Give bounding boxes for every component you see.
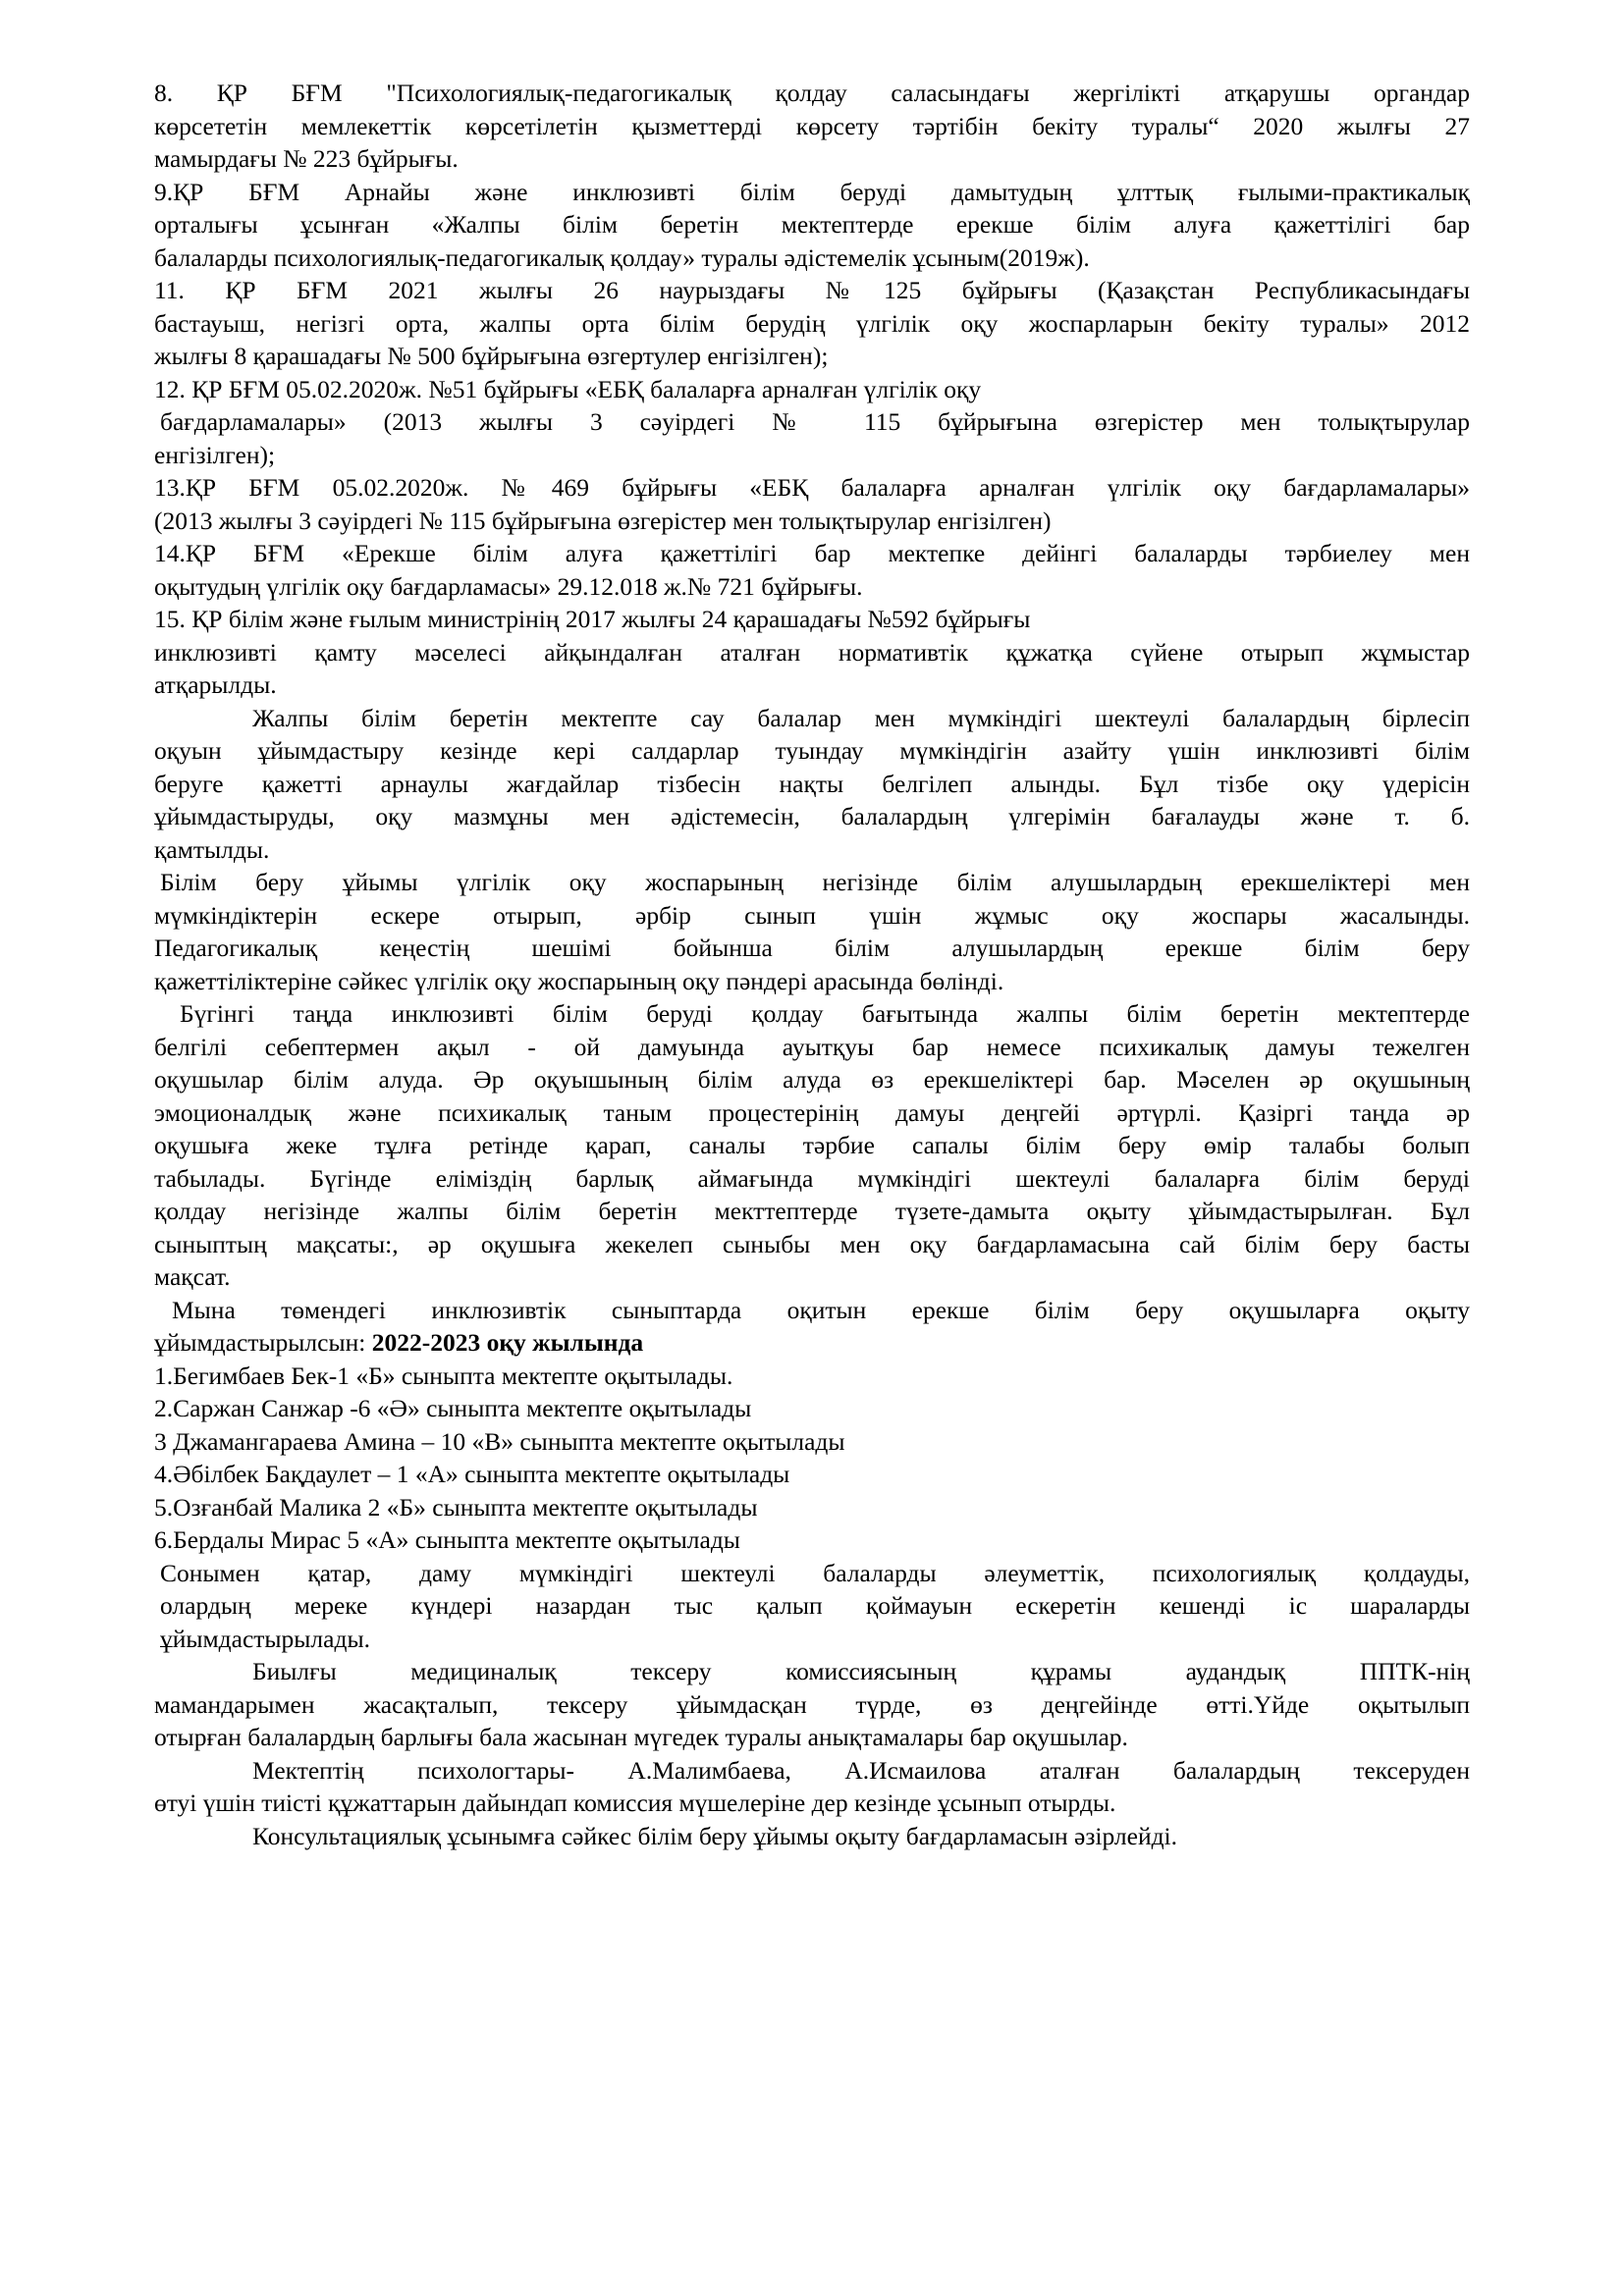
text-line: 15. ҚР білім және ғылым министрінің 2017 жылғы 24 қарашадағы №592 бұйрығы xyxy=(154,605,1031,633)
student-item: 6.Бердалы Мирас 5 «А» сыныпта мектепте оқытылады xyxy=(154,1525,740,1554)
text-line: Жалпы білім беретін мектепте сау балалар мен мүмкіндігі шектеулі балалардың бірлесіп xyxy=(252,703,1470,732)
text-line: Бүгінгі таңда инклюзивті білім беруді қолдау бағытында жалпы білім беретін мектептерде xyxy=(180,999,1470,1028)
text-line: 14.ҚР БҒМ «Ерекше білім алуға қажеттілігі бар мектепке дейінгі балаларды тәрбиелеу мен xyxy=(154,539,1470,567)
text-line: қажеттіліктеріне сәйкес үлгілік оқу жоспарының оқу пәндері арасында бөлінді. xyxy=(154,966,1004,995)
student-item: 4.Әбілбек Бақдаулет – 1 «А» сыныпта мектепте оқытылады xyxy=(154,1460,790,1488)
text-line: Сонымен қатар, даму мүмкіндігі шектеулі балаларды әлеуметтік, психологиялық қолдауды, xyxy=(160,1558,1470,1587)
text-line: эмоционалдық және психикалық таным процестерінің дамуы деңгейі әртүрлі. Қазіргі таңда әр xyxy=(154,1097,1470,1127)
text-line: ұйымдастыруды, оқу мазмұны мен әдістемесін, балалардың үлгерімін бағалауды және т. б. xyxy=(154,802,1470,830)
text-line: қолдау негізінде жалпы білім беретін мекттептерде түзете-дамыта оқыту ұйымдастырылған. Бұл xyxy=(154,1197,1470,1225)
text-line: мамандарымен жасақталып, тексеру ұйымдасқан түрде, өз деңгейінде өтті.Үйде оқытылып xyxy=(154,1689,1470,1719)
student-item: 2.Саржан Санжар -6 «Ә» сыныпта мектепте оқытылады xyxy=(154,1394,752,1422)
text-line: жылғы 8 қарашадағы № 500 бұйрығына өзгертулер енгізілген); xyxy=(154,342,829,370)
text-line: көрсететін мемлекеттік көрсетілетін қызметтерді көрсету тәртібін бекіту туралы“ 2020 жылғы 27 xyxy=(154,111,1470,140)
text-line: белгілі себептермен ақыл - ой дамуында ауытқуы бар немесе психикалық дамуы тежелген xyxy=(154,1032,1470,1061)
text-line: енгізілген); xyxy=(154,440,276,469)
text-line: (2013 жылғы 3 сәуірдегі № 115 бұйрығына өзгерістер мен толықтырулар енгізілген) xyxy=(154,506,1052,535)
text-line: атқарылды. xyxy=(154,670,277,699)
text-line: инклюзивті қамту мәселесі айқындалған аталған нормативтік құжатқа сүйене отырып жұмыстар xyxy=(154,637,1470,667)
text-line: бағдарламалары» (2013 жылғы 3 сәуірдегі № 115 бұйрығына өзгерістер мен толықтырулар xyxy=(160,407,1470,436)
text-line: 12. ҚР БҒМ 05.02.2020ж. №51 бұйрығы «ЕБҚ балаларға арналған үлгілік оқу xyxy=(154,374,982,403)
academic-year-prefix: ұйымдастырылсын: xyxy=(154,1328,372,1357)
academic-year-bold: 2022-2023 оқу жылында xyxy=(371,1328,644,1357)
text-line: 13.ҚР БҒМ 05.02.2020ж. №469 бұйрығы «ЕБҚ балаларға арналған үлгілік оқу бағдарламалары» xyxy=(154,473,1470,502)
text-line: сыныптың мақсаты:, әр оқушыға жекелеп сыныбы мен оқу бағдарламасына сай білім беру басты xyxy=(154,1229,1470,1258)
text-line: орталығы ұсынған «Жалпы білім беретін мектептерде ерекше білім алуға қажеттілігі бар xyxy=(154,210,1470,239)
text-line: беруге қажетті арнаулы жағдайлар тізбесін нақты белгілеп алынды. Бұл тізбе оқу үдерісін xyxy=(154,769,1470,798)
student-item: 3 Джамангараева Амина – 10 «В» сыныпта мектепте оқытылады xyxy=(154,1426,845,1456)
text-line: оқушыға жеке тұлға ретінде қарап, саналы тәрбие сапалы білім беру өмір талабы болып xyxy=(154,1131,1470,1159)
text-line: Консультациялық ұсынымға сәйкес білім беру ұйымы оқыту бағдарламасын әзірлейді. xyxy=(252,1821,1178,1850)
text-line: 8. ҚР БҒМ "Психологиялық-педагогикалық қолдау саласындағы жергілікті атқарушы органдар xyxy=(154,79,1470,107)
text-line: өтуі үшін тиісті құжаттарын дайындап комиссия мүшелеріне дер кезінде ұсынып отырды. xyxy=(154,1789,1116,1817)
text-line: қамтылды. xyxy=(154,834,270,864)
text-line: Білім беру ұйымы үлгілік оқу жоспарының негізінде білім алушылардың ерекшеліктері мен xyxy=(160,868,1470,896)
students-list xyxy=(154,1360,1470,1557)
text-line: Биылғы медициналық тексеру комиссиясының құрамы аудандық ППТК-нің xyxy=(252,1657,1470,1685)
text-line: мақсат. xyxy=(154,1262,231,1291)
text-line: бастауыш, негізгі орта, жалпы орта білім берудің үлгілік оқу жоспарларын бекіту туралы» 2012 xyxy=(154,308,1470,338)
text-line: балаларды психологиялық-педагогикалық қолдау» туралы әдістемелік ұсыным(2019ж). xyxy=(154,242,1090,272)
text-line: мамырдағы № 223 бұйрығы. xyxy=(154,144,459,173)
text-line: оқытудың үлгілік оқу бағдарламасы» 29.12.018 ж.№ 721 бұйрығы. xyxy=(154,571,863,601)
text-line: Педагогикалық кеңестің шешімі бойынша білім алушылардың ерекше білім беру xyxy=(154,934,1470,962)
text-line: Мектептің психологтары- А.Малимбаева, А.Исмаилова аталған балалардың тексеруден xyxy=(252,1755,1470,1785)
text-line: оқуын ұйымдастыру кезінде кері салдарлар туындау мүмкіндігін азайту үшін инклюзивті білім xyxy=(154,736,1470,765)
document-page xyxy=(154,77,1470,1852)
student-item: 1.Бегимбаев Бек-1 «Б» сыныпта мектепте оқытылады. xyxy=(154,1361,733,1390)
text-line: 9.ҚР БҒМ Арнайы және инклюзивті білім беруді дамытудың ұлттық ғылыми-практикалық xyxy=(154,177,1470,206)
student-item: 5.Озғанбай Малика 2 «Б» сыныпта мектепте оқытылады xyxy=(154,1492,758,1522)
text-line: ұйымдастырылады. xyxy=(160,1624,370,1653)
text-line: оқушылар білім алуда. Әр оқуышының білім алуда өз ерекшеліктері бар. Мәселен әр оқушының xyxy=(154,1065,1470,1094)
academic-year-line xyxy=(154,1326,1470,1360)
text-line: табылады. Бүгінде еліміздің барлық аймағында мүмкіндігі шектеулі балаларға білім беруді xyxy=(154,1163,1470,1193)
text-line: 11. ҚР БҒМ 2021 жылғы 26 наурыздағы №125 бұйрығы (Қазақстан Республикасындағы xyxy=(154,276,1470,304)
text-line: олардың мереке күндері назардан тыс қалып қоймауын ескеретін кешенді іс шараларды xyxy=(160,1591,1470,1620)
text-line: отырған балалардың барлығы бала жасынан мүгедек туралы анықтамалары бар оқушылар. xyxy=(154,1723,1128,1751)
text-line: мүмкіндіктерін ескере отырып, әрбір сынып үшін жұмыс оқу жоспары жасалынды. xyxy=(154,900,1470,930)
text-line: Мына төмендегі инклюзивтік сыныптарда оқитын ерекше білім беру оқушыларға оқыту xyxy=(172,1295,1470,1324)
